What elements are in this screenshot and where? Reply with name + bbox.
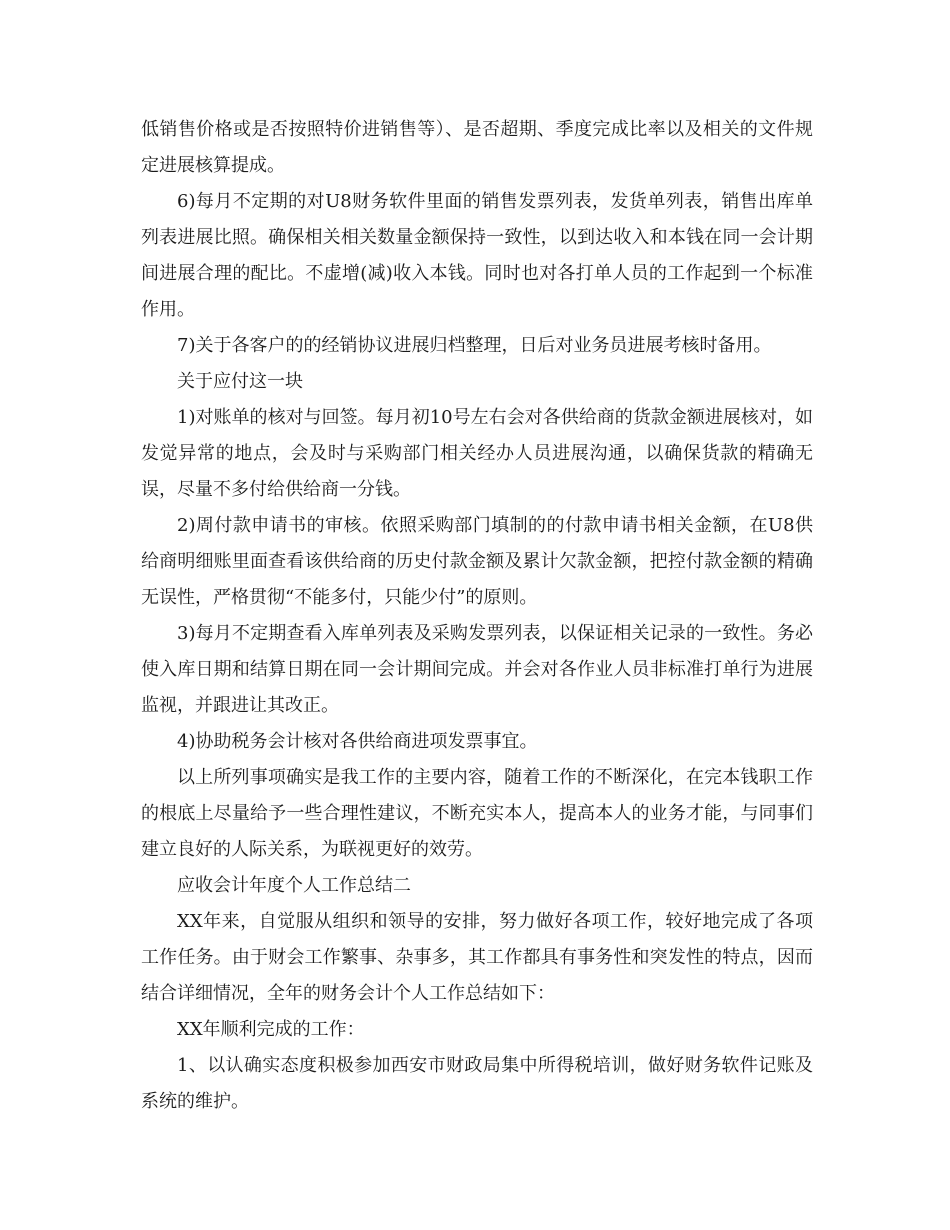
- paragraph-completed-1: 1、以认确实态度积极参加西安市财政局集中所得税培训，做好财务软件记账及系统的维护。: [141, 1055, 813, 1112]
- paragraph-item-6: 6)每月不定期的对U8财务软件里面的销售发票列表，发货单列表，销售出库单列表进展比照。确保相关相关数量金额保持一致性，以到达收入和本钱在同一会计期间进展合理的配比。不虚增(减)收入本钱。同时也对各打单人员的工作起到一个标准作用。: [141, 191, 813, 320]
- document-body: [141, 112, 813, 1120]
- section-title-summary-two: 应收会计年度个人工作总结二: [177, 875, 411, 896]
- paragraph-intro: XX年来，自觉服从组织和领导的安排，努力做好各项工作，较好地完成了各项工作任务。由于财会工作繁事、杂事多，其工作都具有事务性和突发性的特点，因而结合详细情况，全年的财务会计个人工作总结如下：: [141, 911, 813, 1004]
- paragraph-payables-1: 1)对账单的核对与回签。每月初10号左右会对各供给商的货款金额进展核对，如发觉异常的地点，会及时与采购部门相关经办人员进展沟通，以确保货款的精确无误，尽量不多付给供给商一分钱。: [141, 407, 813, 500]
- section-heading-payables: 关于应付这一块: [177, 371, 303, 392]
- paragraph-summary: 以上所列事项确实是我工作的主要内容，随着工作的不断深化，在完本钱职工作的根底上尽量给予一些合理性建议，不断充实本人，提高本人的业务才能，与同事们建立良好的人际关系，为联视更好的效劳。: [141, 767, 813, 860]
- paragraph-payables-2: 2)周付款申请书的审核。依照采购部门填制的的付款申请书相关金额，在U8供给商明细账里面查看该供给商的历史付款金额及累计欠款金额，把控付款金额的精确无误性，严格贯彻“不能多付，只能少付”的原则。: [141, 515, 813, 608]
- paragraph-item-7: 7)关于各客户的的经销协议进展归档整理，日后对业务员进展考核时备用。: [177, 335, 772, 356]
- paragraph-payables-4: 4)协助税务会计核对各供给商进项发票事宜。: [177, 731, 538, 752]
- paragraph-continuation: 低销售价格或是否按照特价进销售等）、是否超期、季度完成比率以及相关的文件规定进展核算提成。: [141, 119, 813, 176]
- subheading-completed-work: XX年顺利完成的工作：: [177, 1019, 365, 1040]
- paragraph-payables-3: 3)每月不定期查看入库单列表及采购发票列表，以保证相关记录的一致性。务必使入库日期和结算日期在同一会计期间完成。并会对各作业人员非标准打单行为进展监视，并跟进让其改正。: [141, 623, 813, 716]
